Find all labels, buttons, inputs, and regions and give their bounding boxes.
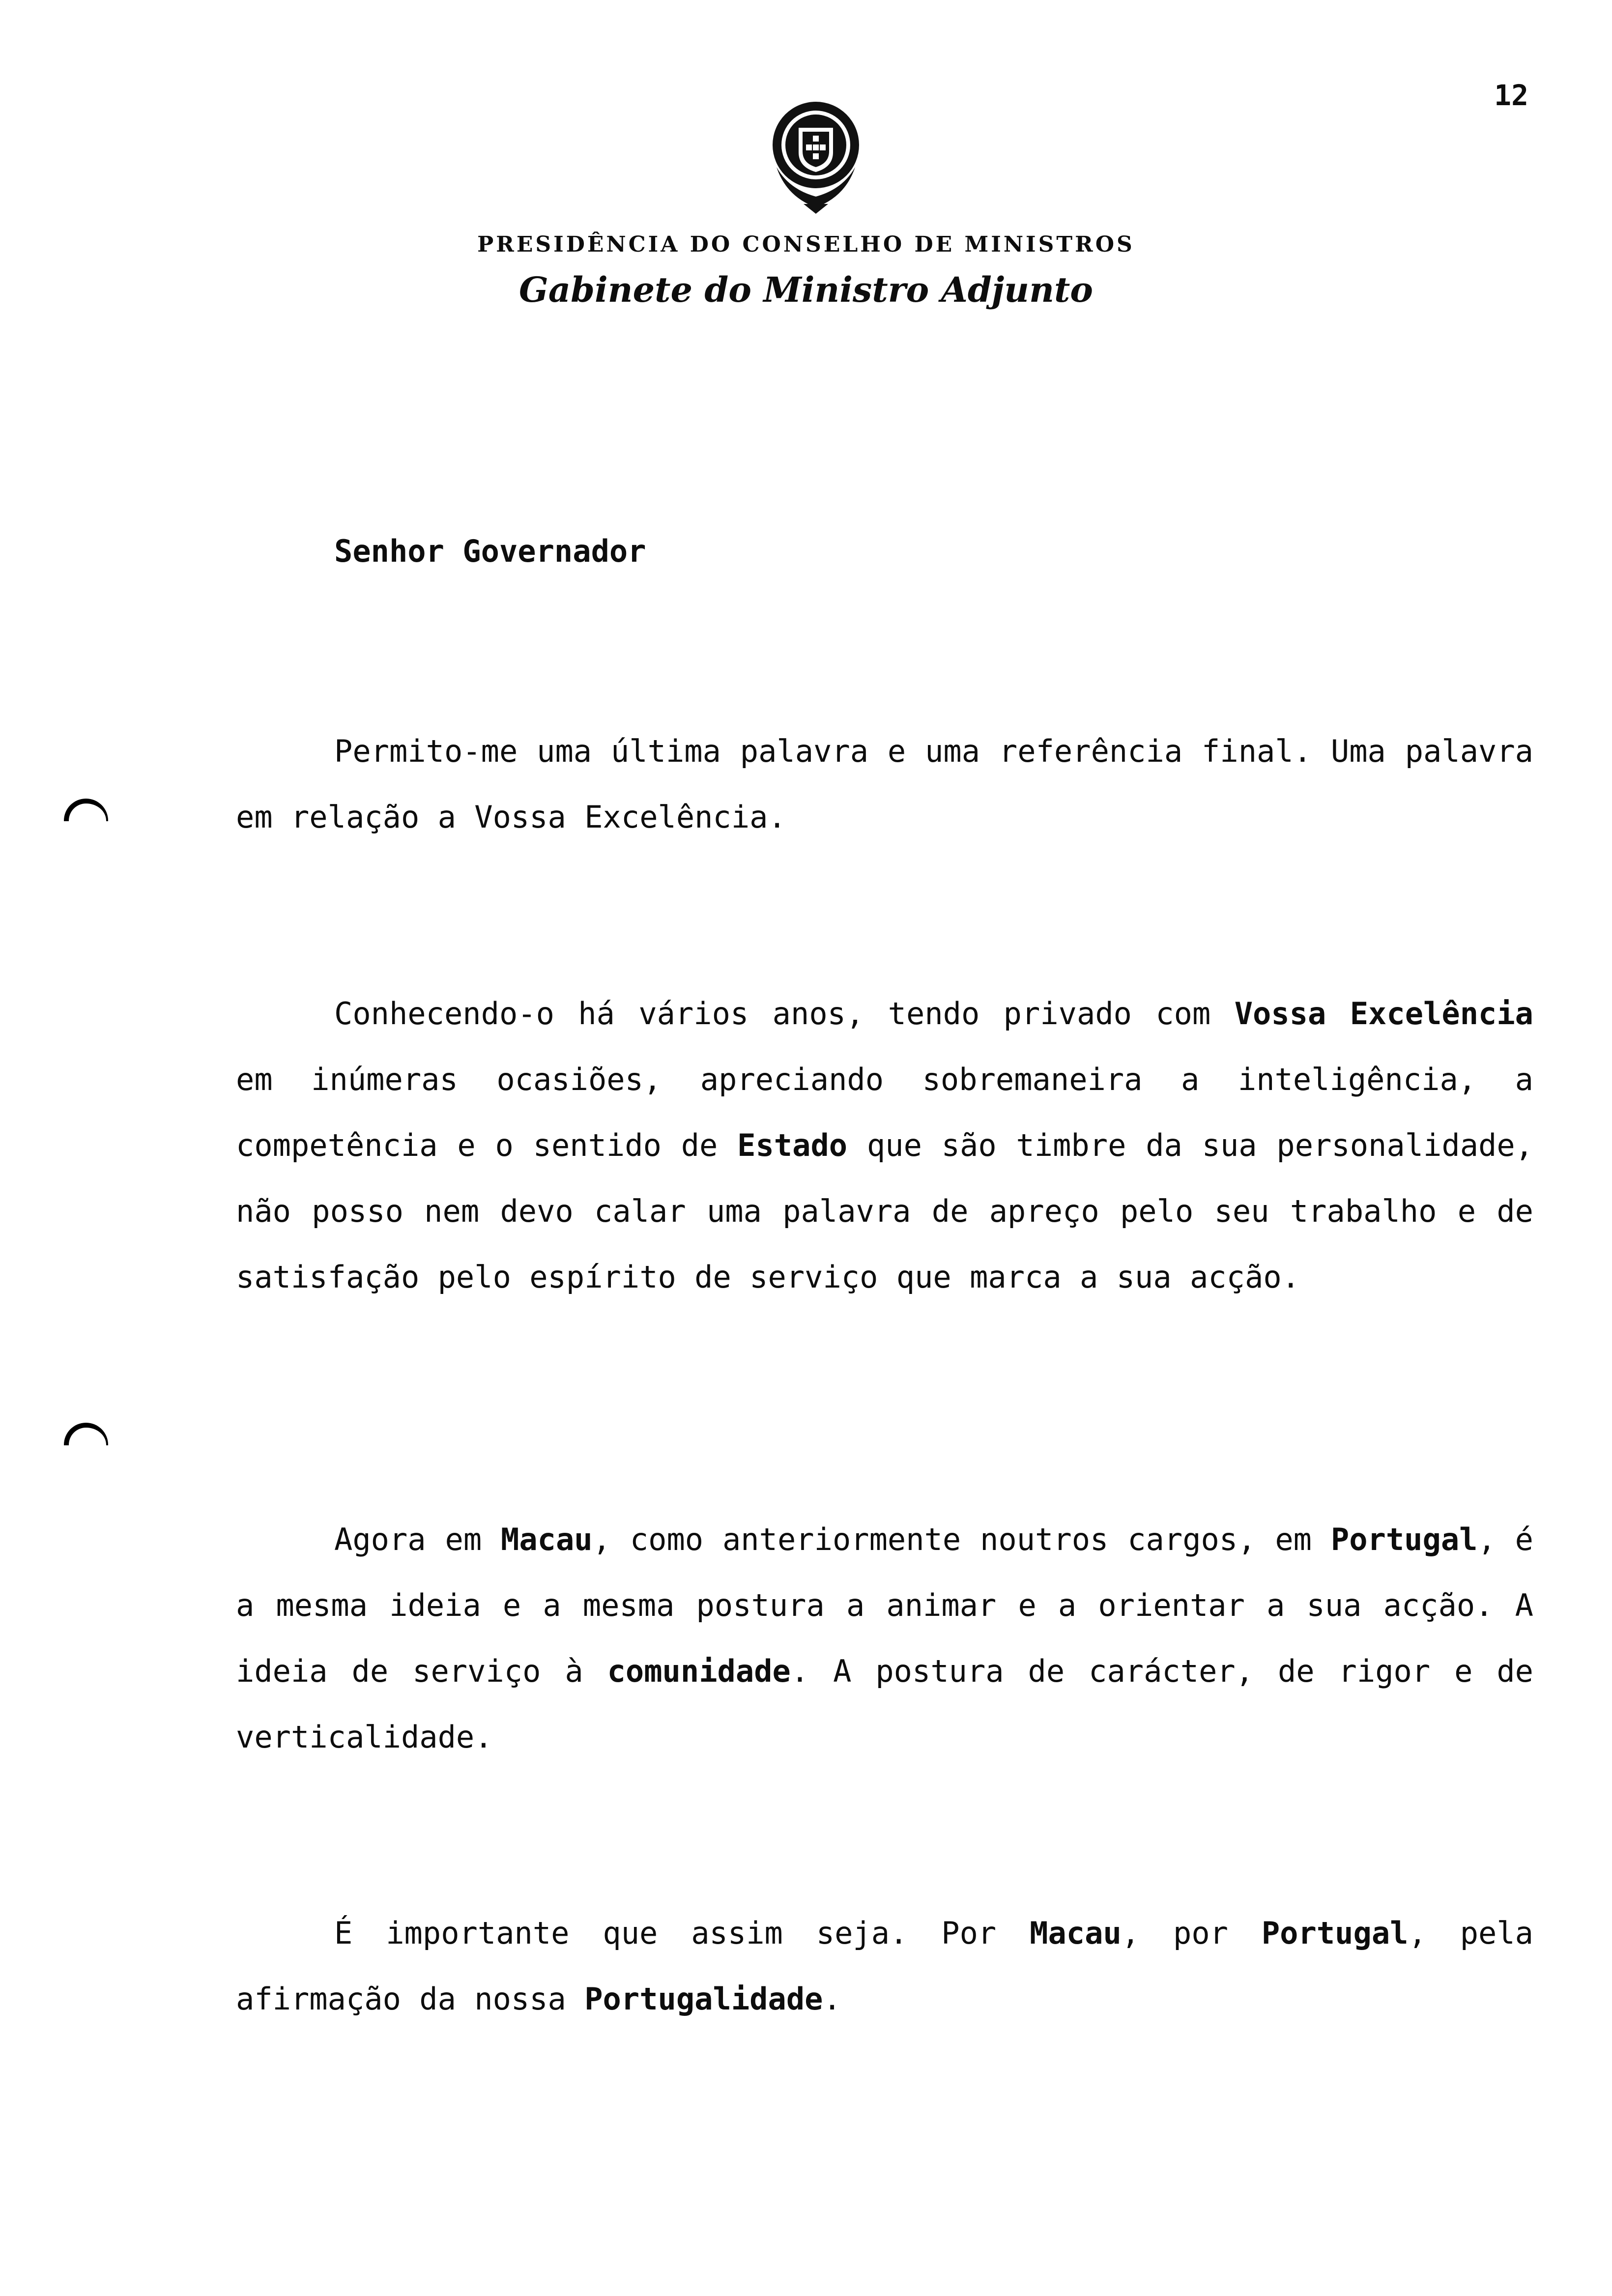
emphasis-text: Estado (737, 1127, 848, 1163)
hole-punch-mark (64, 1423, 108, 1445)
emphasis-text: comunidade (607, 1653, 791, 1689)
emphasis-text: Portugal (1330, 1521, 1478, 1557)
paragraph (236, 1507, 1533, 1770)
paragraph-text: , pela afirmação da nossa (236, 1915, 1534, 2017)
paragraph (236, 1900, 1533, 2032)
emphasis-text: Portugalidade (584, 1981, 823, 2017)
paragraph-text: . (823, 1981, 841, 2017)
emphasis-text: Portugal (1261, 1915, 1409, 1951)
institution-name: PRESIDÊNCIA DO CONSELHO DE MINISTROS (477, 232, 1135, 257)
paragraph (236, 718, 1533, 850)
paragraph-text: Permito-me uma última palavra e uma referência final. Uma palavra em relação a Vossa Excelência. (236, 733, 1533, 835)
paragraph (236, 981, 1533, 1310)
paragraph-text: É importante que assim seja. Por (334, 1915, 1030, 1951)
paragraph-text: em inúmeras ocasiões, apreciando sobremaneira a inteligência, a competência e o sentido de (236, 1062, 1533, 1163)
emphasis-text: Macau (1030, 1915, 1122, 1951)
paragraph-text: Conhecendo-o há vários anos, tendo privado com (334, 996, 1235, 1032)
emphasis-text: Vossa Excelência (1234, 996, 1533, 1032)
page-number: 12 (1494, 79, 1528, 112)
paragraph-text: Agora em (334, 1521, 501, 1557)
paragraph-text: , é a mesma ideia e a mesma postura a animar e a orientar a sua acção. A ideia de serviço à (236, 1521, 1534, 1689)
emphasis-text: Macau (501, 1521, 593, 1557)
cabinet-name: Gabinete do Ministro Adjunto (519, 269, 1093, 310)
salutation: Senhor Governador (334, 533, 646, 569)
paragraph-text: . A postura de carácter, de rigor e de verticalidade. (236, 1653, 1533, 1755)
paragraph-text: , como anteriormente noutros cargos, em (592, 1521, 1331, 1557)
portuguese-coat-of-arms-icon (757, 93, 875, 216)
paragraph-text: que são timbre da sua personalidade, não posso nem devo calar uma palavra de apreço pelo seu trabalho e de satisfação pelo espírito de serviço que marca a sua acção. (236, 1127, 1533, 1295)
paragraph-text: , por (1121, 1915, 1262, 1951)
hole-punch-mark (64, 799, 108, 821)
